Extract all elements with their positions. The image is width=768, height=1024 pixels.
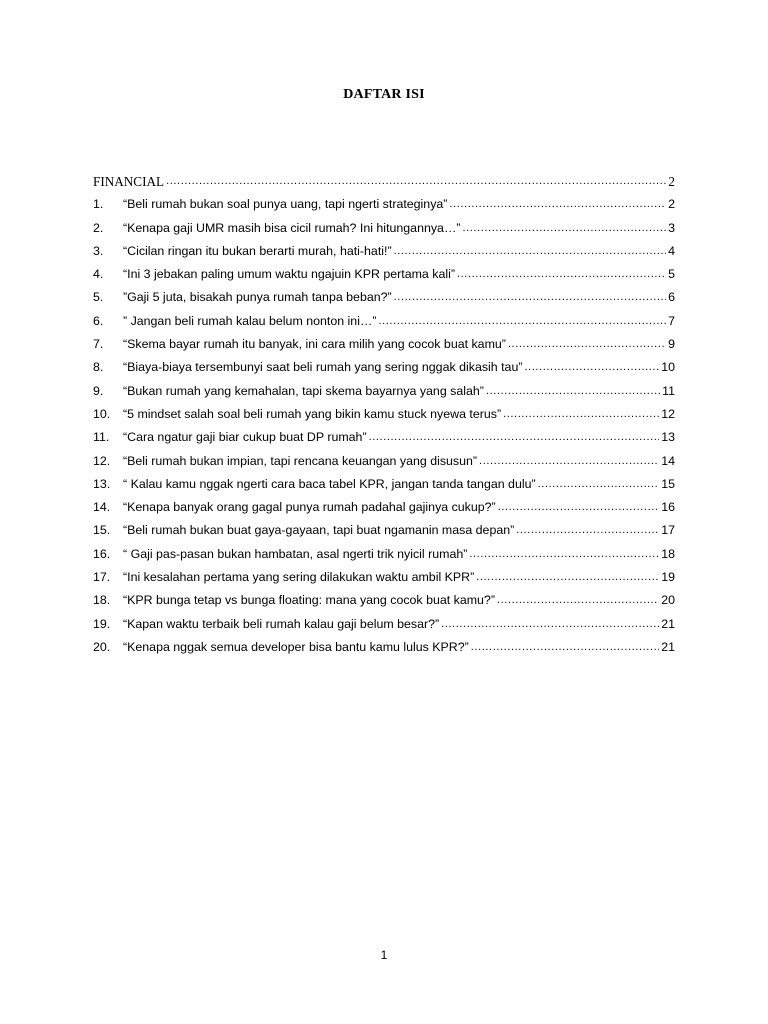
toc-dot-leader	[166, 174, 666, 189]
toc-entry-row	[93, 515, 675, 538]
toc-entries	[93, 189, 675, 655]
toc-entry-page: 18	[661, 546, 675, 561]
toc-entry-label: ”Gaji 5 juta, bisakah punya rumah tanpa beban?”	[123, 290, 392, 305]
toc-entry-number: 12.	[93, 453, 111, 468]
toc-entry-label: “Kenapa banyak orang gagal punya rumah padahal gajinya cukup?”	[123, 500, 496, 515]
toc-entry-page: 14	[661, 453, 675, 468]
toc-entry-page: 13	[661, 430, 675, 445]
toc-entry-page: 12	[661, 406, 675, 421]
toc-dot-leader	[498, 500, 660, 515]
toc-entry-number: 20.	[93, 639, 111, 654]
toc-entry-page: 10	[661, 360, 675, 375]
toc-dot-leader	[524, 360, 659, 375]
toc-entry-page: 21	[661, 616, 675, 631]
toc-dot-leader	[471, 640, 659, 655]
toc-dot-leader	[394, 290, 666, 305]
toc-entry-number: 15.	[93, 523, 111, 538]
toc-entry-number: 6.	[93, 313, 104, 328]
toc-entry-row	[93, 352, 675, 375]
toc-dot-leader	[479, 454, 659, 469]
toc-dot-leader	[516, 523, 659, 538]
toc-entry-number: 5.	[93, 290, 104, 305]
toc-entry-row	[93, 212, 675, 235]
toc-dot-leader	[476, 570, 659, 585]
toc-dot-leader	[508, 337, 666, 352]
toc-entry-label: “Beli rumah bukan buat gaya-gayaan, tapi buat ngamanin masa depan”	[123, 523, 515, 538]
toc-dot-leader	[369, 430, 660, 445]
toc-entry-page: 15	[661, 476, 675, 491]
toc-entry-number: 14.	[93, 500, 111, 515]
toc-entry-number: 7.	[93, 337, 104, 352]
toc-entry-number: 3.	[93, 243, 104, 258]
toc-entry-row	[93, 282, 675, 305]
toc-entry-label: “KPR bunga tetap vs bunga floating: mana yang cocok buat kamu?”	[123, 593, 495, 608]
toc-entry-page: 6	[668, 290, 675, 305]
toc-entry-row	[93, 375, 675, 398]
toc-dot-leader	[394, 244, 667, 259]
toc-entry-label: “Biaya-biaya tersembunyi saat beli rumah yang sering nggak dikasih tau”	[123, 360, 523, 375]
toc-dot-leader	[503, 407, 659, 422]
toc-entry-page: 11	[662, 383, 675, 398]
toc-entry-label: “Kenapa gaji UMR masih bisa cicil rumah? Ini hitungannya…”	[123, 220, 461, 235]
toc-section-row	[93, 168, 675, 189]
toc-entry-row	[93, 422, 675, 445]
toc-entry-label: “5 mindset salah soal beli rumah yang bikin kamu stuck nyewa terus”	[123, 406, 502, 421]
toc-entry-page: 19	[661, 570, 675, 585]
toc-entry-page: 20	[661, 593, 675, 608]
toc-entry-number: 11.	[93, 430, 110, 445]
toc-entry-number: 16.	[93, 546, 111, 561]
toc-entry-page: 5	[668, 267, 675, 282]
toc-entry-page: 3	[668, 220, 675, 235]
toc-entry-label: “Ini kesalahan pertama yang sering dilakukan waktu ambil KPR”	[123, 570, 475, 585]
toc-entry-row	[93, 538, 675, 561]
toc-entry-page: 4	[668, 243, 675, 258]
toc-dot-leader	[441, 617, 659, 632]
toc-entry-label: “Beli rumah bukan soal punya uang, tapi ngerti strateginya”	[123, 197, 448, 212]
toc-entry-page: 17	[661, 523, 675, 538]
toc-entry-label: “Cara ngatur gaji biar cukup buat DP rumah”	[123, 430, 367, 445]
toc-dot-leader	[538, 477, 660, 492]
toc-entry-row	[93, 189, 675, 212]
toc-entry-row	[93, 259, 675, 282]
toc-entry-number: 17.	[93, 570, 111, 585]
toc-dot-leader	[378, 314, 666, 329]
toc-section-page: 2	[668, 174, 675, 189]
toc-entry-label: “ Kalau kamu nggak ngerti cara baca tabel KPR, jangan tanda tangan dulu”	[123, 476, 536, 491]
toc-section-label: FINANCIAL	[93, 174, 165, 189]
toc-entry-number: 18.	[93, 593, 111, 608]
toc-entry-label: “Kapan waktu terbaik beli rumah kalau gaji belum besar?”	[123, 616, 440, 631]
toc-entry-label: “Ini 3 jebakan paling umum waktu ngajuin KPR pertama kali”	[123, 267, 455, 282]
toc-entry-label: “ Gaji pas-pasan bukan hambatan, asal ngerti trik nyicil rumah”	[123, 546, 468, 561]
toc-entry-label: “Beli rumah bukan impian, tapi rencana keuangan yang disusun”	[123, 453, 478, 468]
toc-entry-number: 4.	[93, 267, 104, 282]
toc-entry-row	[93, 445, 675, 468]
toc-entry-page: 7	[668, 313, 675, 328]
toc-dot-leader	[486, 384, 660, 399]
toc-dot-leader	[469, 547, 659, 562]
toc-entry-number: 2.	[93, 220, 104, 235]
toc-entry-number: 13.	[93, 476, 111, 491]
toc-entry-page: 2	[668, 197, 675, 212]
toc-entry-row	[93, 562, 675, 585]
toc-entry-row	[93, 492, 675, 515]
page-title: DAFTAR ISI	[343, 87, 425, 102]
table-of-contents	[93, 168, 675, 655]
toc-entry-number: 8.	[93, 360, 104, 375]
toc-dot-leader	[497, 593, 659, 608]
toc-entry-label: “Skema bayar rumah itu banyak, ini cara milih yang cocok buat kamu”	[123, 337, 506, 352]
toc-entry-label: “Kenapa nggak semua developer bisa bantu kamu lulus KPR?”	[123, 639, 469, 654]
toc-entry-row	[93, 236, 675, 259]
toc-entry-row	[93, 469, 675, 492]
toc-entry-label: “Cicilan ringan itu bukan berarti murah, hati-hati!”	[123, 243, 392, 258]
toc-entry-page: 21	[661, 639, 675, 654]
toc-entry-page: 9	[668, 337, 675, 352]
toc-entry-row	[93, 608, 675, 631]
toc-entry-page: 16	[661, 500, 675, 515]
toc-entry-row	[93, 585, 675, 608]
toc-entry-number: 1.	[93, 197, 104, 212]
toc-entry-row	[93, 305, 675, 328]
toc-entry-number: 9.	[93, 383, 104, 398]
page-number: 1	[380, 948, 388, 962]
toc-entry-row	[93, 399, 675, 422]
toc-entry-label: ” Jangan beli rumah kalau belum nonton ini…”	[123, 313, 377, 328]
toc-entry-number: 19.	[93, 616, 111, 631]
toc-entry-number: 10.	[93, 406, 111, 421]
toc-dot-leader	[449, 197, 666, 212]
toc-entry-label: “Bukan rumah yang kemahalan, tapi skema bayarnya yang salah”	[123, 383, 484, 398]
toc-dot-leader	[457, 267, 666, 282]
toc-dot-leader	[462, 221, 666, 236]
toc-entry-row	[93, 632, 675, 655]
toc-entry-row	[93, 329, 675, 352]
